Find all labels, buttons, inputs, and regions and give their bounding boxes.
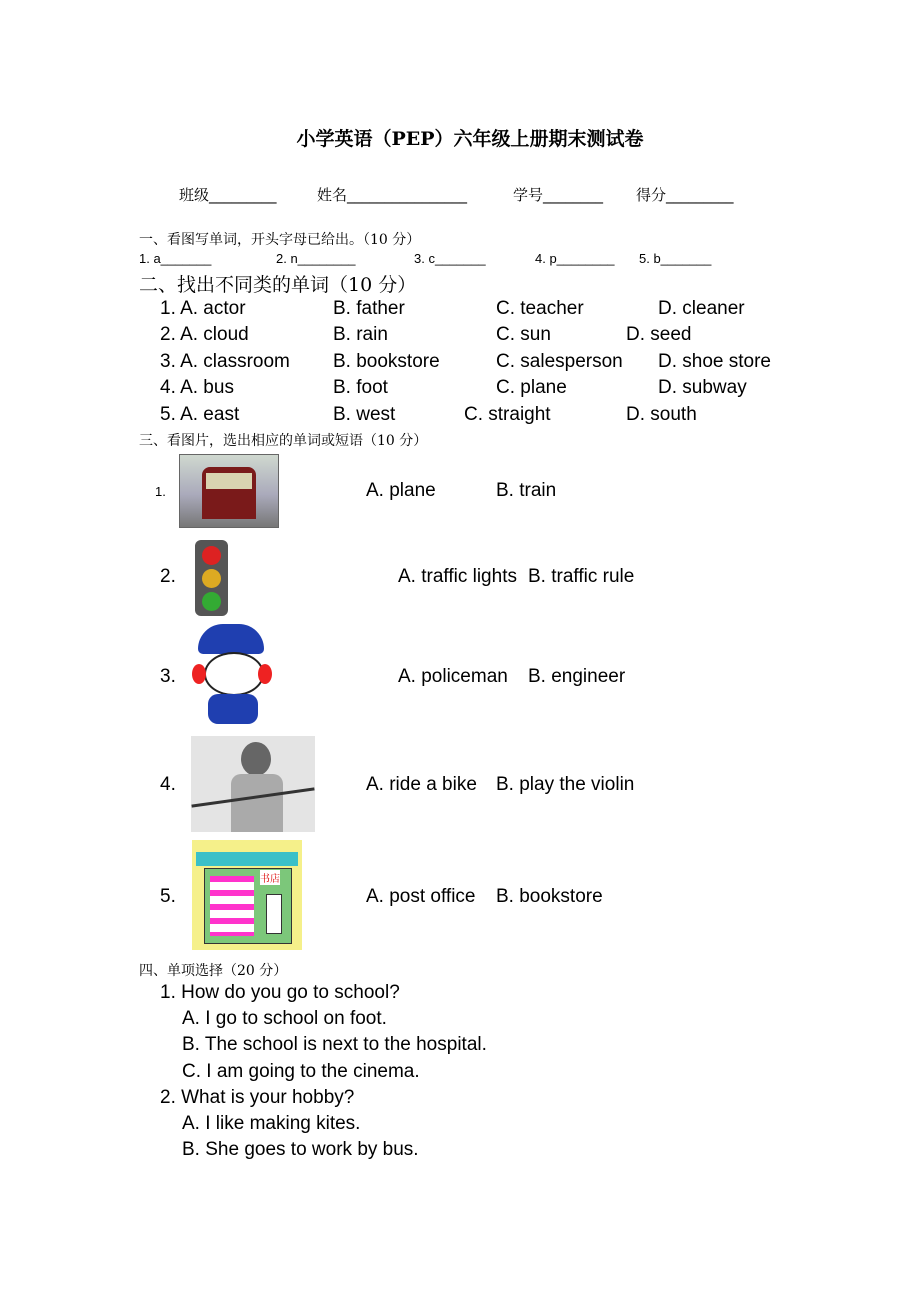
section2-option: C. plane [496,377,567,399]
answer-option: A. I like making kites. [182,1113,361,1134]
option-a: A. ride a bike [366,774,477,795]
question-number: 3. [160,666,176,687]
section2-option: 2. A. cloud [160,324,249,346]
section2-option: B. rain [333,324,388,346]
answer-option: C. I am going to the cinema. [182,1060,420,1082]
section2-option: B. foot [333,377,388,399]
bookstore-sign: 书店 [260,870,280,885]
answer-option: B. She goes to work by bus. [182,1139,419,1161]
option-a: A. plane [366,480,436,501]
section2-option: 4. A. bus [160,377,234,399]
train-picture [179,454,279,528]
option-a: A. traffic lights [398,566,517,587]
section2-option: B. father [333,298,405,319]
section1-item: 2. n________ [276,251,356,266]
section3-heading: 三、看图片，选出相应的单词或短语（10 分） [139,433,428,449]
section1-item: 3. c_______ [414,251,486,266]
question-number: 5. [160,886,176,907]
option-a: A. policeman [398,666,508,687]
page-title: 小学英语（PEP）六年级上册期末测试卷 [296,128,644,150]
section2-option: D. shoe store [658,350,771,372]
section2-option: 5. A. east [160,403,240,425]
section2-option: 1. A. actor [160,298,246,319]
option-a: A. post office [366,886,476,907]
section2-option: C. teacher [496,298,584,319]
section2-option: D. south [626,403,697,425]
section1-item: 5. b_______ [639,251,712,266]
question-text: 2. What is your hobby? [160,1086,355,1108]
policeman-picture [188,624,276,726]
violinist-picture [191,736,315,832]
question-number: 2. [160,566,176,587]
section2-option: D. subway [658,377,747,399]
score-field: 得分_________ [636,186,734,204]
section2-heading: 二、找出不同类的单词（10 分） [139,274,417,296]
section1-item: 1. a_______ [139,251,212,266]
bookstore-picture [192,840,302,950]
section1-item: 4. p________ [535,251,615,266]
section2-option: D. seed [626,324,692,346]
answer-option: A. I go to school on foot. [182,1008,387,1030]
option-b: B. bookstore [496,886,603,907]
question-number: 1. [155,484,166,499]
section2-option: B. west [333,403,396,425]
option-b: B. train [496,480,557,501]
traffic-lights-picture [195,540,228,616]
question-text: 1. How do you go to school? [160,982,400,1003]
name-field: 姓名________________ [317,186,468,204]
section2-option: D. cleaner [658,298,745,319]
section4-heading: 四、单项选择（20 分） [139,963,288,979]
option-b: B. play the violin [496,774,635,795]
class-field: 班级_________ [179,186,277,204]
section2-option: C. salesperson [496,350,623,372]
section1-heading: 一、看图写单词，开头字母已给出。（10 分） [139,232,421,248]
section2-option: C. sun [496,324,551,346]
answer-option: B. The school is next to the hospital. [182,1034,487,1056]
option-b: B. traffic rule [528,566,635,587]
section2-option: B. bookstore [333,350,440,372]
section2-option: 3. A. classroom [160,350,290,372]
student-id-field: 学号________ [513,186,604,204]
question-number: 4. [160,774,176,795]
option-b: B. engineer [528,666,626,687]
section2-option: C. straight [464,403,551,425]
